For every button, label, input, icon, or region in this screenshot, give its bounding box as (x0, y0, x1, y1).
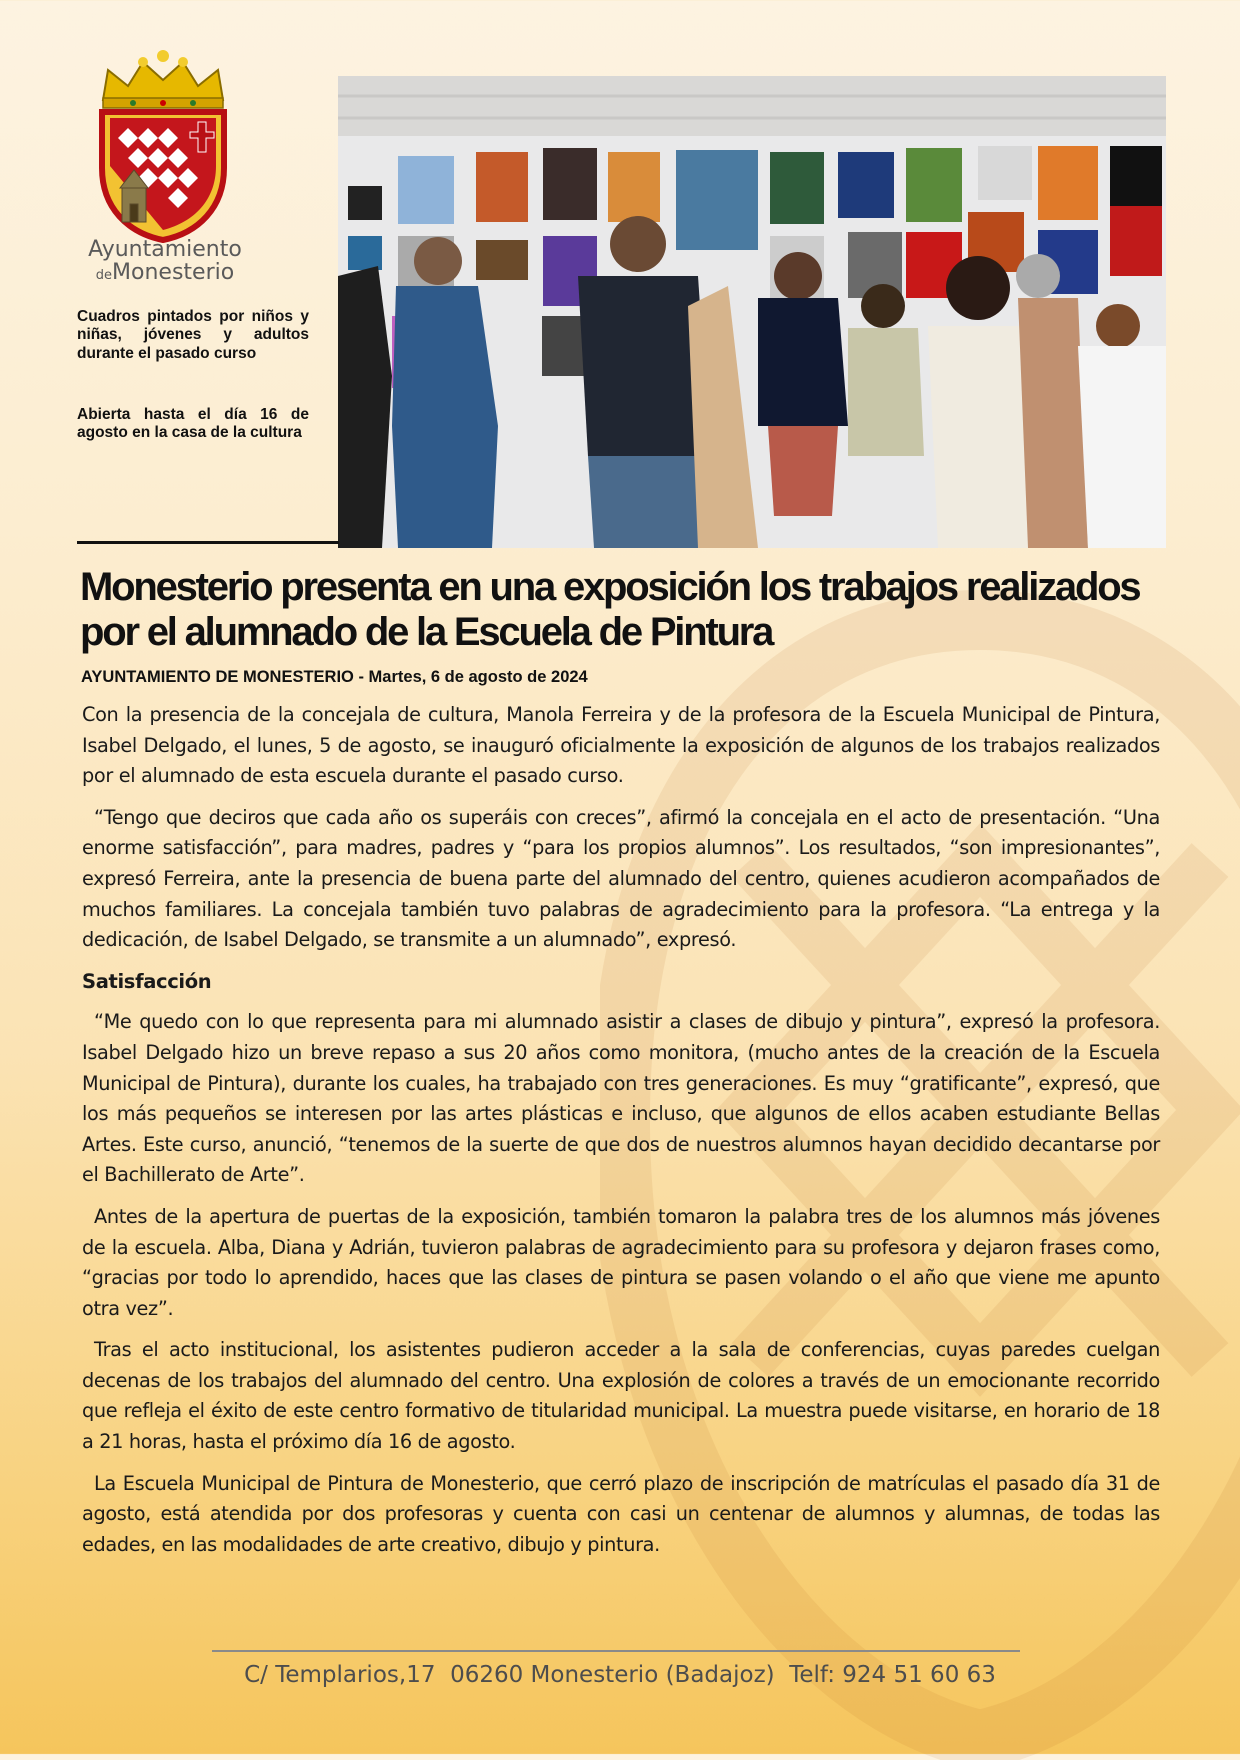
exhibition-photo (338, 76, 1166, 548)
footer-divider (212, 1650, 1020, 1652)
article-paragraph: Tras el acto institucional, los asistentes pudieron acceder a la sala de conferencias, cuyas paredes cuelgan decenas de los trabajos del alumnado del centro. Una explosión de colores a través de un emocionante recorrido que refleja el éxito de este centro formativo de titularidad municipal. La muestra puede visitarse, en horario de 18 a 21 horas, hasta el próximo día 16 de agosto. (82, 1338, 1160, 1454)
logo-line-2-prefix: de (95, 268, 113, 284)
article-paragraph: La Escuela Municipal de Pintura de Monesterio, que cerró plazo de inscripción de matrículas el pasado día 31 de agosto, está atendida por dos profesoras y cuenta con casi un centenar de alumnos y alumnas, de todas las edades, en las modalidades de arte creativo, dibujo y pintura. (82, 1471, 1160, 1556)
article-paragraph: “Tengo que deciros que cada año os superáis con creces”, afirmó la concejala en el acto de presentación. “Una enorme satisfacción”, para madres, padres y “para los propios alumnos”. Los resultados, “son impresionantes”, expresó Ferreira, ante la presencia de buena parte del alumnado del centro, quienes acudieron acompañados de muchos familiares. La concejala también tuvo palabras de agradecimiento para la profesora. “La entrega y la dedicación, de Isabel Delgado, se transmite a un alumnado”, expresó. (82, 805, 1160, 952)
article-body (82, 700, 1160, 1571)
logo-wordmark (80, 238, 250, 284)
logo-line-1: Ayuntamiento (88, 237, 242, 262)
headline-divider (77, 541, 339, 544)
article-paragraph: Con la presencia de la concejala de cultura, Manola Ferreira y de la profesora de la Escuela Municipal de Pintura, Isabel Delgado, el lunes, 5 de agosto, se inauguró oficialmente la exposición de algunos de los trabajos realizados por el alumnado de esta escuela durante el pasado curso. (82, 703, 1160, 788)
footer-address: C/ Templarios,17 06260 Monesterio (Badajoz) Telf: 924 51 60 63 (244, 1662, 996, 1688)
logo-line-2: Monesterio (112, 260, 235, 286)
crown-icon (103, 50, 223, 108)
section-subheading: Satisfacción (82, 969, 212, 993)
side-note-paintings: Cuadros pintados por niños y niñas, jóvenes y adultos durante el pasado curso (77, 308, 309, 362)
article-paragraph: “Me quedo con lo que representa para mi alumnado asistir a clases de dibujo y pintura”, expresó la profesora. Isabel Delgado hizo un breve repaso a sus 20 años como monitora, (mucho antes de la creación de la Escuela Municipal de Pintura), durante los cuales, ha trabajado con tres generaciones. Es muy “gratificante”, expresó, que los más pequeños se interesen por las artes plásticas e incluso, que algunos de ellos acaben estudiante Bellas Artes. Este curso, anunció, “tenemos de la suerte de que dos de nuestros alumnos hayan decidido decantarse por el Bachillerato de Arte”. (82, 1010, 1160, 1187)
byline: AYUNTAMIENTO DE MONESTERIO - Martes, 6 de agosto de 2024 (81, 668, 588, 686)
headline: Monesterio presenta en una exposición los trabajos realizados por el alumnado de la Escuela de Pintura (80, 565, 1140, 655)
article-paragraph: Antes de la apertura de puertas de la exposición, también tomaron la palabra tres de los alumnos más jóvenes de la escuela. Alba, Diana y Adrián, tuvieron palabras de agradecimiento para su profesora y dejaron frases como, “gracias por todo lo aprendido, haces que las clases de pintura se pasen volando o el año que viene me apunto otra vez”. (82, 1204, 1160, 1320)
side-note-dates: Abierta hasta el día 16 de agosto en la casa de la cultura (77, 406, 309, 442)
